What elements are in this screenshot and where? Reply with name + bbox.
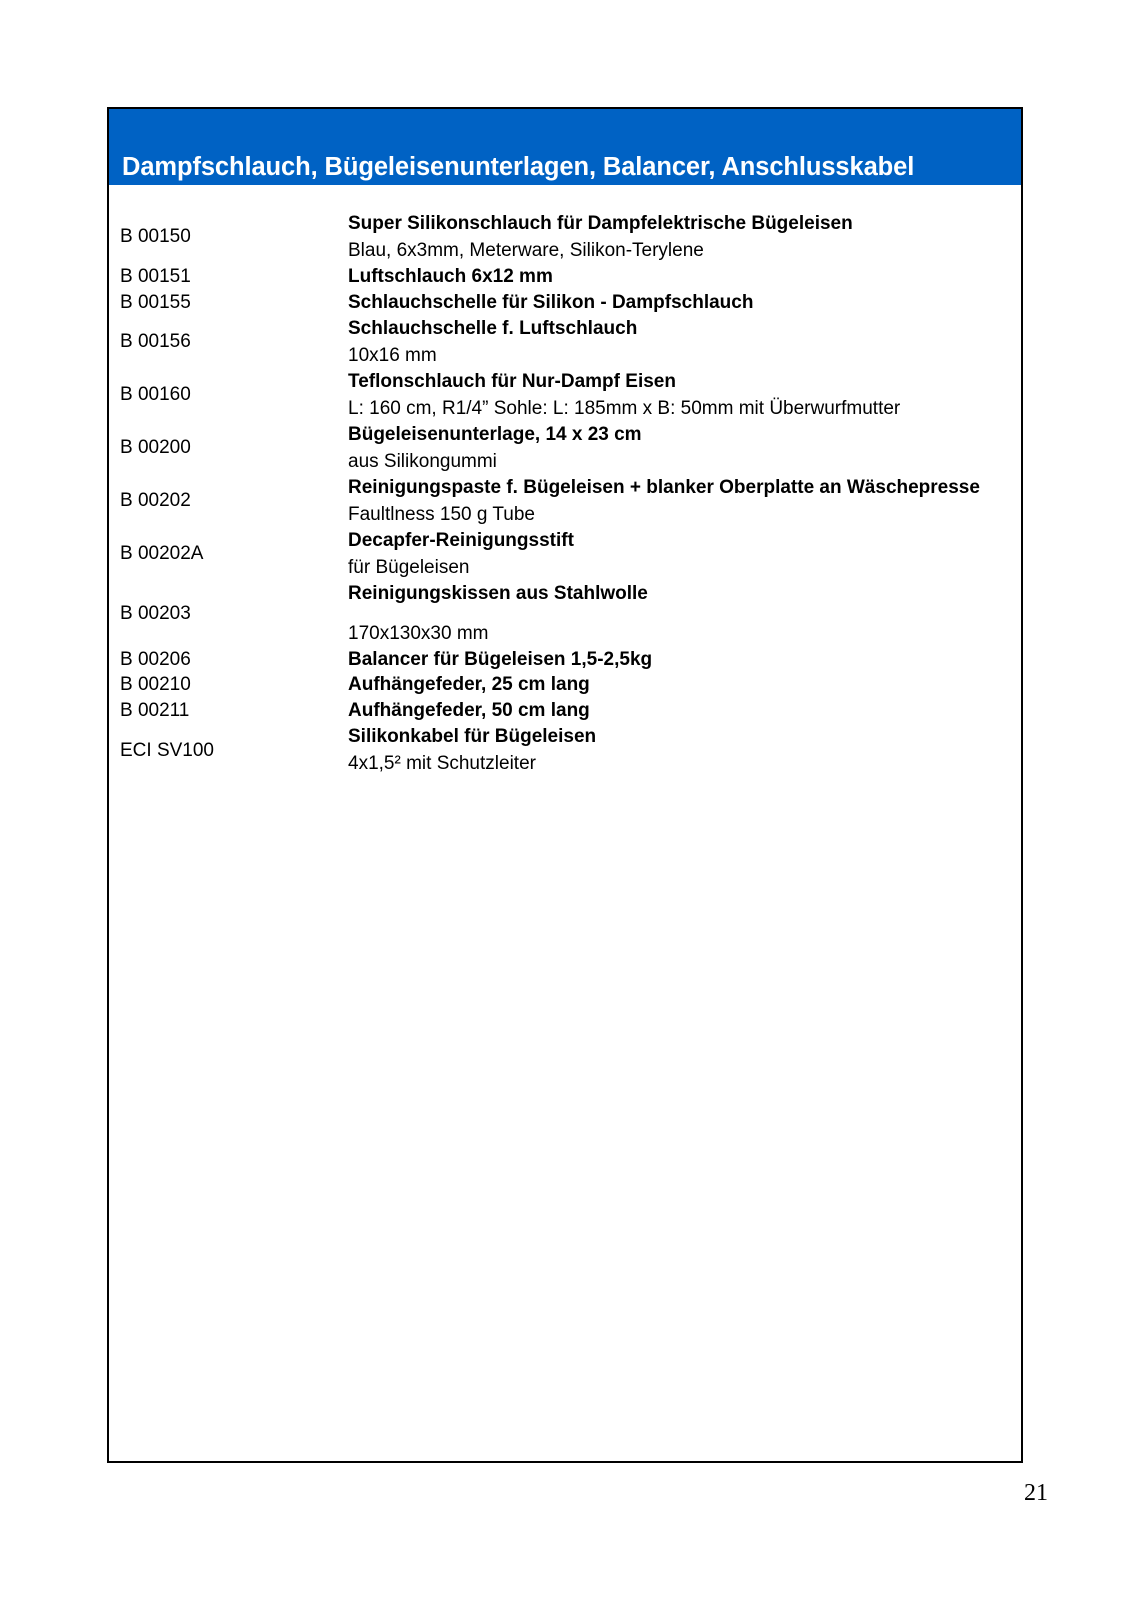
item-code: ECI SV100 xyxy=(120,739,214,761)
item-code: B 00155 xyxy=(120,291,191,313)
item-description-detail: 4x1,5² mit Schutzleiter xyxy=(348,753,536,775)
item-code: B 00206 xyxy=(120,648,191,670)
item-description xyxy=(348,672,1021,699)
item-description-title: Reinigungskissen aus Stahlwolle xyxy=(348,582,648,604)
table-row xyxy=(109,369,1021,423)
item-description-title: Super Silikonschlauch für Dampfelektrische Bügeleisen xyxy=(348,213,853,234)
item-description-detail: 10x16 mm xyxy=(348,344,437,366)
table-row xyxy=(109,211,1021,265)
item-description xyxy=(348,316,1021,370)
item-code: B 00202 xyxy=(120,490,191,512)
section-header-band xyxy=(109,109,1021,185)
item-description xyxy=(348,724,1021,778)
product-item-list xyxy=(109,185,1021,778)
table-row xyxy=(109,581,1021,648)
item-description-detail: für Bügeleisen xyxy=(348,556,470,578)
item-description-title: Schlauchschelle f. Luftschlauch xyxy=(348,317,638,339)
item-code: B 00211 xyxy=(120,700,190,722)
item-description xyxy=(348,528,1021,582)
table-row xyxy=(109,528,1021,582)
item-code: B 00151 xyxy=(120,265,191,287)
item-description xyxy=(348,290,1021,317)
item-description xyxy=(348,422,1021,476)
table-row xyxy=(109,290,1021,317)
table-row xyxy=(109,422,1021,476)
item-description xyxy=(348,264,1021,291)
item-code: B 00203 xyxy=(120,602,191,624)
item-description xyxy=(348,647,1021,674)
item-code: B 00202A xyxy=(120,543,204,565)
catalog-content-frame xyxy=(107,107,1023,1463)
item-description-title: Decapfer-Reinigungsstift xyxy=(348,529,574,551)
item-description xyxy=(348,211,1021,265)
item-description-detail: L: 160 cm, R1/4” Sohle: L: 185mm x B: 50mm mit Überwurfmutter xyxy=(348,397,901,419)
table-row xyxy=(109,698,1021,725)
item-code: B 00156 xyxy=(120,331,191,353)
item-description-title: Balancer für Bügeleisen 1,5-2,5kg xyxy=(348,648,653,670)
item-description xyxy=(348,581,1021,648)
item-code: B 00210 xyxy=(120,674,191,696)
table-row xyxy=(109,724,1021,778)
item-description-title: Reinigungspaste f. Bügeleisen + blanker Oberplatte an Wäschepresse xyxy=(348,476,980,498)
item-description-title: Bügeleisenunterlage, 14 x 23 cm xyxy=(348,423,642,445)
item-description-title: Aufhängefeder, 50 cm lang xyxy=(348,700,590,722)
item-description-detail: Faultlness 150 g Tube xyxy=(348,503,535,525)
table-row xyxy=(109,316,1021,370)
item-description xyxy=(348,369,1021,423)
item-code: B 00160 xyxy=(120,384,191,406)
item-description-title: Schlauchschelle für Silikon - Dampfschlauch xyxy=(348,291,754,313)
item-description-title: Silikonkabel für Bügeleisen xyxy=(348,726,597,748)
section-title: Dampfschlauch, Bügeleisenunterlagen, Balancer, Anschlusskabel xyxy=(122,152,915,181)
item-description-title: Luftschlauch 6x12 mm xyxy=(348,265,553,287)
table-row xyxy=(109,264,1021,291)
table-row xyxy=(109,475,1021,529)
table-row xyxy=(109,672,1021,699)
item-description-detail: 170x130x30 mm xyxy=(348,622,489,644)
item-description-title: Teflonschlauch für Nur-Dampf Eisen xyxy=(348,370,676,392)
table-row xyxy=(109,647,1021,674)
item-description-title: Aufhängefeder, 25 cm lang xyxy=(348,674,590,696)
page-number: 21 xyxy=(1024,1480,1048,1506)
item-description-detail: Blau, 6x3mm, Meterware, Silikon-Terylene xyxy=(348,239,704,261)
item-code: B 00200 xyxy=(120,437,191,459)
item-description xyxy=(348,698,1021,725)
item-description-detail: aus Silikongummi xyxy=(348,450,497,472)
item-description xyxy=(348,475,1021,529)
item-code: B 00150 xyxy=(120,226,191,248)
